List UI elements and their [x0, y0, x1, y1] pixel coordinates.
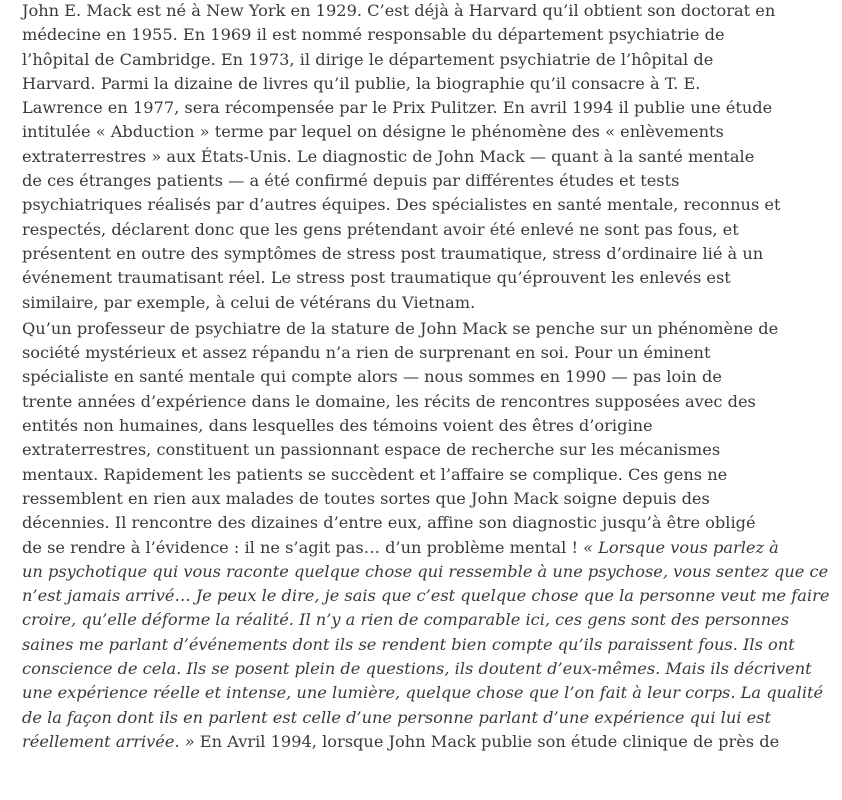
- text-line: similaire, par exemple, à celui de vétérans du Vietnam.: [22, 292, 476, 312]
- paragraph-testimony: [22, 317, 836, 754]
- text-line: l’hôpital de Cambridge. En 1973, il dirige le département psychiatrie de l’hôpital de: [22, 49, 714, 69]
- text-line: société mystérieux et assez répandu n’a rien de surprenant en soi. Pour un éminent: [22, 343, 711, 363]
- text-line: John E. Mack est né à New York en 1929. C’est déjà à Harvard qu’il obtient son doctorat en: [22, 1, 776, 20]
- text-line: ressemblent en rien aux malades de toutes sortes que John Mack soigne depuis des: [22, 488, 710, 508]
- text-line-mixed: [22, 536, 836, 560]
- text-line: Lawrence en 1977, sera récompensée par le Prix Pulitzer. En avril 1994 il publie une étude: [22, 98, 773, 118]
- quote-line: saines me parlant d’événements dont ils se rendent bien compte qu’ils paraissent fous. Ils ont: [22, 634, 795, 654]
- paragraph-biography: [22, 0, 836, 315]
- text-line: Harvard. Parmi la dizaine de livres qu’il publie, la biographie qu’il consacre à T. E.: [22, 73, 701, 93]
- text-line: de ces étranges patients — a été confirmé depuis par différentes études et tests: [22, 171, 680, 191]
- text-line: entités non humaines, dans lesquelles des témoins voient des êtres d’origine: [22, 416, 653, 436]
- quote-line: conscience de cela. Ils se posent plein de questions, ils doutent d’eux-mêmes. Mais ils décrivent: [22, 659, 812, 679]
- text-line-mixed: [22, 730, 836, 754]
- text-line: spécialiste en santé mentale qui compte alors — nous sommes en 1990 — pas loin de: [22, 367, 722, 387]
- text-line: trente années d’expérience dans le domaine, les récits de rencontres supposées avec des: [22, 391, 756, 411]
- quote-line: de la façon dont ils en parlent est celle d’une personne parlant d’une expérience qui lui est: [22, 707, 771, 727]
- quote-line: une expérience réelle et intense, une lumière, quelque chose que l’on fait à leur corps. La qualité: [22, 683, 824, 703]
- text-line: Qu’un professeur de psychiatre de la stature de John Mack se penche sur un phénomène de: [22, 318, 779, 338]
- text-line: extraterrestres, constituent un passionnant espace de recherche sur les mécanismes: [22, 440, 721, 460]
- text-line: événement traumatisant réel. Le stress post traumatique qu’éprouvent les enlevés est: [22, 268, 731, 288]
- text-line: extraterrestres » aux États-Unis. Le diagnostic de John Mack — quant à la santé mentale: [22, 146, 755, 166]
- quote-segment: « Lorsque vous parlez à: [583, 537, 779, 557]
- text-line: mentaux. Rapidement les patients se succèdent et l’affaire se complique. Ces gens ne: [22, 464, 728, 484]
- text-line: psychiatriques réalisés par d’autres équipes. Des spécialistes en santé mentale, reconnus et: [22, 195, 781, 215]
- text-line: présentent en outre des symptômes de stress post traumatique, stress d’ordinaire lié à un: [22, 243, 764, 263]
- text-line: intitulée « Abduction » terme par lequel on désigne le phénomène des « enlèvements: [22, 122, 724, 142]
- text-line: médecine en 1955. En 1969 il est nommé responsable du département psychiatrie de: [22, 25, 725, 45]
- quote-segment: réellement arrivée. »: [22, 731, 195, 751]
- quote-line: n’est jamais arrivé… Je peux le dire, je sais que c’est quelque chose que la personne veut me faire: [22, 586, 830, 606]
- quote-line: croire, qu’elle déforme la réalité. Il n’y a rien de comparable ici, ces gens sont des personnes: [22, 610, 790, 630]
- text-line: décennies. Il rencontre des dizaines d’entre eux, affine son diagnostic jusqu’à être obligé: [22, 513, 756, 533]
- text-segment: En Avril 1994, lorsque John Mack publie son étude clinique de près de: [194, 731, 780, 751]
- text-line: respectés, déclarent donc que les gens prétendant avoir été enlevé ne sont pas fous, et: [22, 219, 739, 239]
- quote-line: un psychotique qui vous raconte quelque chose qui ressemble à une psychose, vous sentez que ce: [22, 561, 829, 581]
- text-segment: de se rendre à l’évidence : il ne s’agit pas… d’un problème mental !: [22, 537, 584, 557]
